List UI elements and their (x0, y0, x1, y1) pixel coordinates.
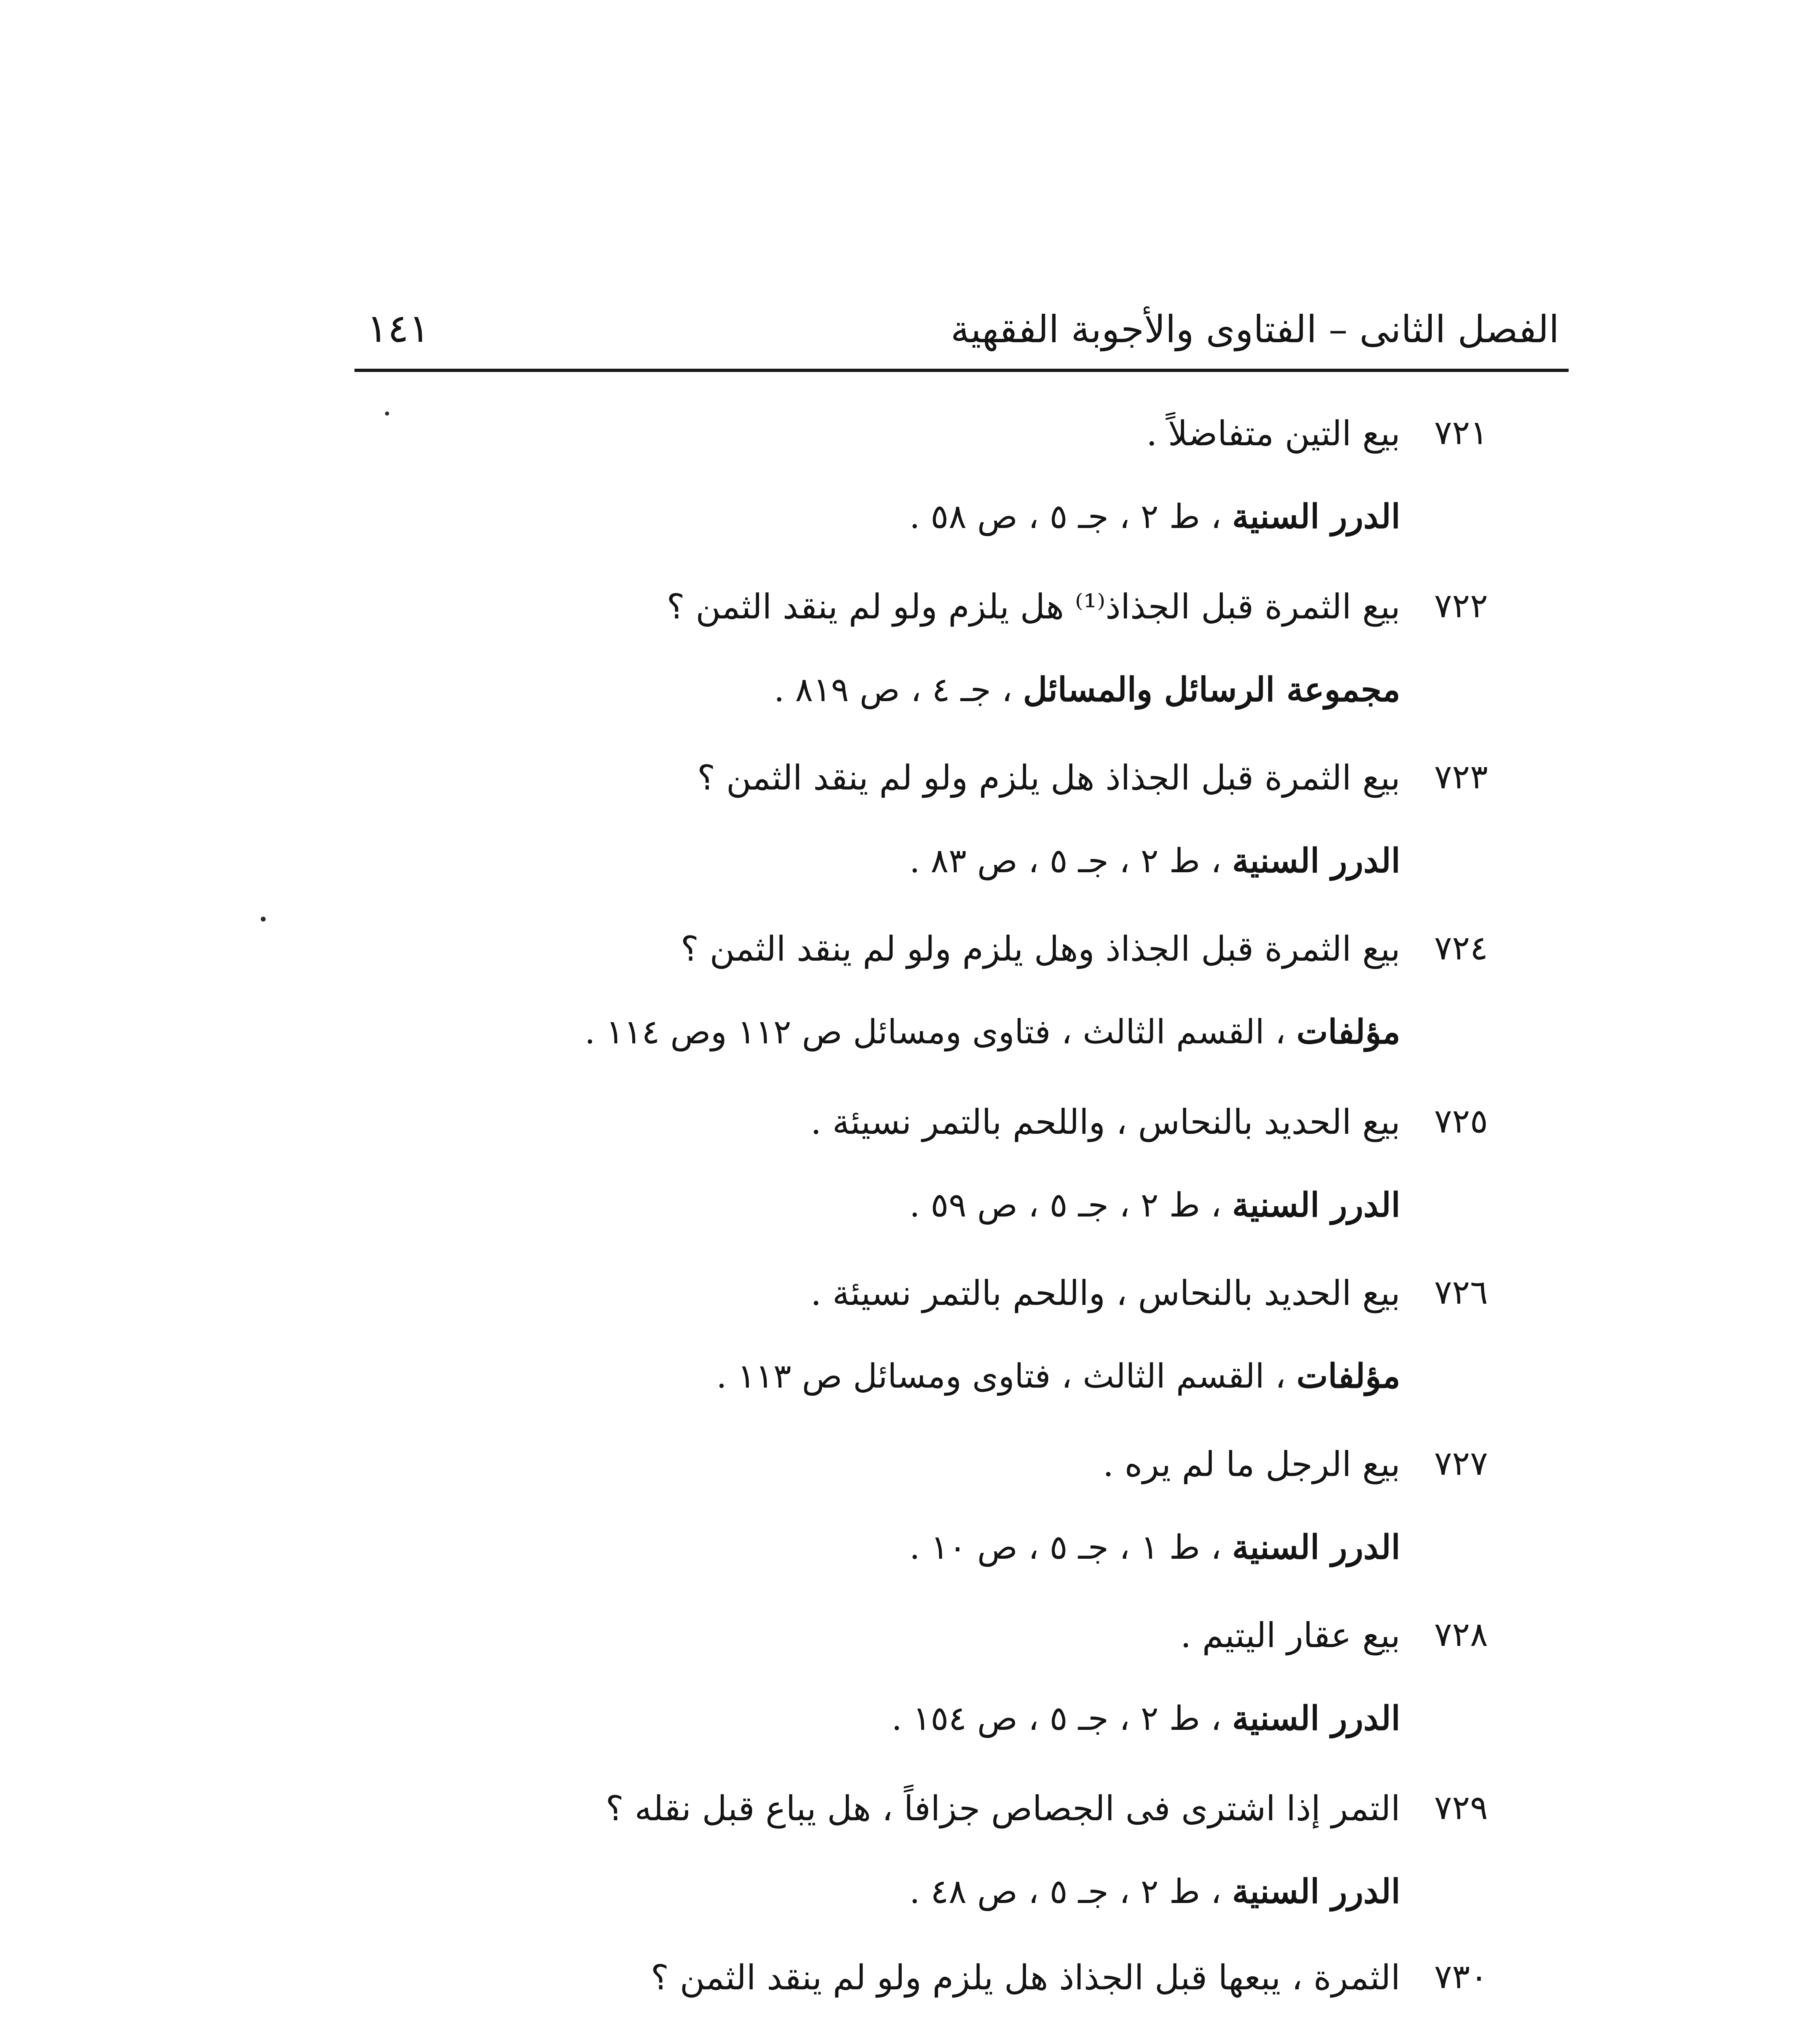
entry-reference (909, 497, 1400, 536)
entry-reference (909, 1528, 1400, 1567)
reference-source: الدرر السنية (1232, 1699, 1400, 1738)
entry-number: ٧٢٦ (1434, 1273, 1488, 1312)
reference-source: مجموعة الرسائل والمسائل (1023, 670, 1400, 709)
page-number: ١٤١ (367, 306, 430, 351)
reference-source: الدرر السنية (1232, 1872, 1400, 1911)
scan-speck (261, 917, 266, 922)
entry-reference (716, 1357, 1400, 1396)
reference-citation: ، ط ٢ ، جـ ٥ ، ص ٨٣ . (909, 842, 1221, 880)
entry-reference (909, 1872, 1400, 1911)
running-header-title: الفصل الثانى – الفتاوى والأجوبة الفقهية (951, 308, 1559, 351)
entry-question: بيع الحديد بالنحاس ، واللحم بالتمر نسيئة . (810, 1273, 1400, 1313)
reference-citation: ، ط ٢ ، جـ ٥ ، ص ٥٨ . (909, 497, 1221, 536)
entry-question: بيع التين متفاضلاً . (1146, 414, 1400, 453)
entry-number: ٧٢٣ (1434, 758, 1488, 796)
entry-question: بيع الحديد بالنحاس ، واللحم بالتمر نسيئة . (810, 1102, 1400, 1142)
entry-reference (909, 841, 1400, 880)
scan-speck (385, 411, 389, 416)
reference-citation: ، ط ١ ، جـ ٥ ، ص ١٠ . (909, 1528, 1221, 1567)
entry-reference (774, 670, 1400, 709)
reference-source: الدرر السنية (1232, 1528, 1400, 1567)
entry-reference (909, 1186, 1400, 1225)
entry-question: الثمرة ، يبعها قبل الجذاذ هل يلزم ولو لم ينقد الثمن ؟ (651, 1958, 1400, 1997)
entry-question: بيع عقار اليتيم . (1180, 1615, 1400, 1655)
entry-number: ٧٢٩ (1434, 1788, 1488, 1827)
entry-number: ٧٢٨ (1434, 1615, 1488, 1654)
entry-number: ٧٢٥ (1434, 1102, 1488, 1141)
reference-citation: ، القسم الثالث ، فتاوى ومسائل ص ١١٣ . (716, 1357, 1286, 1396)
reference-source: مؤلفات (1296, 1357, 1400, 1396)
reference-citation: ، القسم الثالث ، فتاوى ومسائل ص ١١٢ وص ١١٤ . (584, 1013, 1286, 1051)
reference-source: الدرر السنية (1232, 497, 1400, 536)
reference-citation: ، جـ ٤ ، ص ٨١٩ . (774, 671, 1012, 709)
entry-reference (891, 1699, 1400, 1738)
reference-citation: ، ط ٢ ، جـ ٥ ، ص ٥٩ . (909, 1186, 1221, 1225)
reference-source: الدرر السنية (1232, 841, 1400, 880)
reference-citation: ، ط ٢ ، جـ ٥ ، ص ١٥٤ . (891, 1699, 1221, 1738)
entry-question: التمر إذا اشترى فى الجصاص جزافاً ، هل يباع قبل نقله ؟ (605, 1788, 1400, 1828)
header-rule (354, 369, 1569, 372)
entry-question: بيع الرجل ما لم يره . (1103, 1444, 1400, 1484)
entry-number: ٧٢٤ (1434, 929, 1488, 968)
entry-question: بيع الثمرة قبل الجذاذ⁽¹⁾ هل يلزم ولو لم ينقد الثمن ؟ (667, 587, 1400, 627)
entry-number: ٧٣٠ (1434, 1958, 1488, 1996)
entry-question: بيع الثمرة قبل الجذاذ هل يلزم ولو لم ينقد الثمن ؟ (697, 758, 1400, 798)
reference-source: الدرر السنية (1232, 1186, 1400, 1225)
entry-number: ٧٢٢ (1434, 587, 1488, 625)
reference-citation: ، ط ٢ ، جـ ٥ ، ص ٤٨ . (909, 1872, 1221, 1911)
entry-number: ٧٢١ (1434, 414, 1488, 452)
entry-number: ٧٢٧ (1434, 1444, 1488, 1483)
entry-reference (585, 1012, 1400, 1051)
reference-source: مؤلفات (1296, 1012, 1400, 1051)
entry-question: بيع الثمرة قبل الجذاذ وهل يلزم ولو لم ينقد الثمن ؟ (680, 929, 1400, 969)
